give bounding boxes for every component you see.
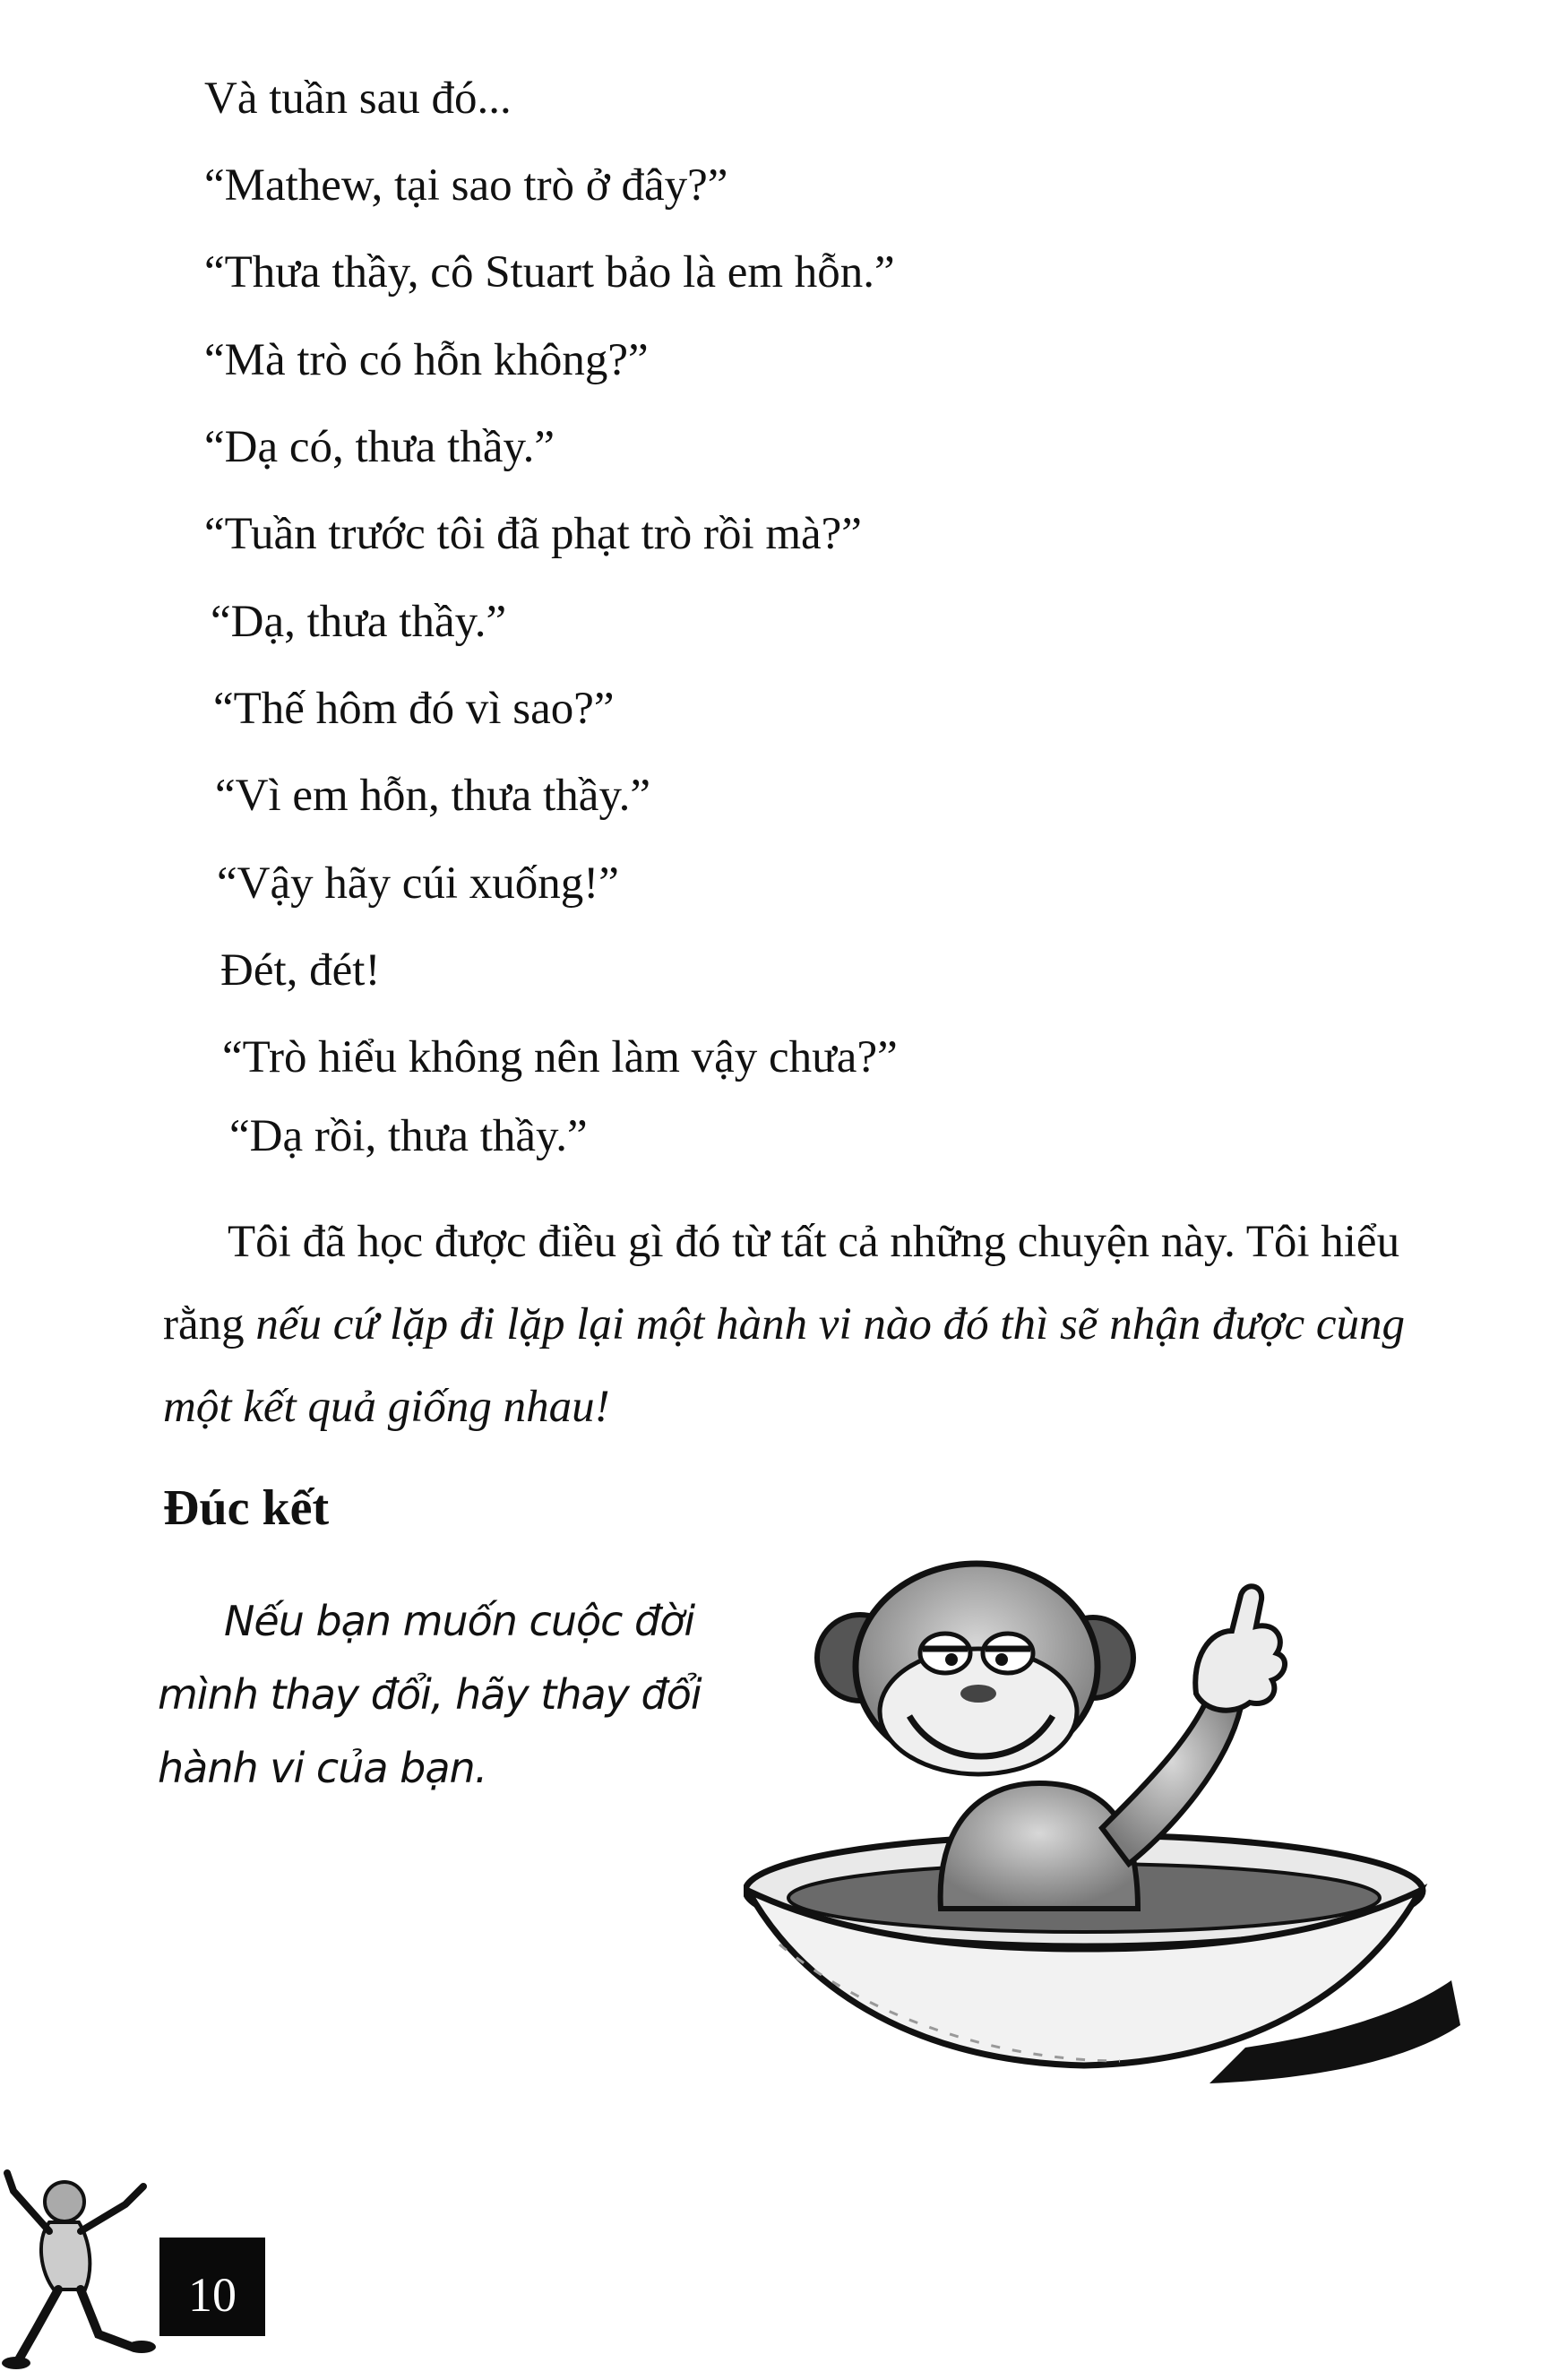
- dialogue-line-6: “Tuần trước tôi đã phạt trò rồi mà?”: [204, 509, 862, 559]
- lesson-text-content: Nếu bạn muốn cuộc đời mình thay đổi, hãy thay đổi hành vi của bạn.: [158, 1597, 702, 1792]
- dialogue-line-3: “Thưa thầy, cô Stuart bảo là em hỗn.”: [204, 247, 895, 298]
- dialogue-line-10: “Vậy hãy cúi xuống!”: [217, 858, 619, 909]
- dialogue-line-4: “Mà trò có hỗn không?”: [204, 335, 649, 385]
- dialogue-line-8: “Thế hôm đó vì sao?”: [213, 684, 615, 734]
- monkey-in-bowl-illustration: [744, 1559, 1478, 2115]
- section-heading: Đúc kết: [163, 1480, 330, 1536]
- dialogue-line-7: “Dạ, thưa thầy.”: [211, 597, 507, 647]
- dialogue-line-2: “Mathew, tại sao trò ở đây?”: [204, 160, 728, 211]
- reflection-lead: Tôi đã học được điều gì đó từ tất cả những chuyện này. Tôi hiểu rằng: [163, 1217, 1400, 1350]
- jumping-kid-illustration: [0, 2155, 157, 2370]
- page-number-badge: [159, 2238, 265, 2336]
- dialogue-line-9: “Vì em hỗn, thưa thầy.”: [215, 771, 651, 821]
- dialogue-line-5: “Dạ có, thưa thầy.”: [204, 422, 555, 472]
- dialogue-line-11: Đét, đét!: [220, 945, 381, 996]
- dialogue-line-1: Và tuần sau đó...: [204, 73, 512, 124]
- dialogue-line-12: “Trò hiểu không nên làm vậy chưa?”: [222, 1032, 898, 1082]
- reflection-emphasis: nếu cứ lặp đi lặp lại một hành vi nào đó thì sẽ nhận được cùng một kết quả giống nhau!: [163, 1299, 1405, 1432]
- dialogue-line-13: “Dạ rồi, thưa thầy.”: [229, 1111, 588, 1161]
- page-number: 10: [188, 2268, 237, 2322]
- reflection-paragraph: [163, 1201, 1480, 1448]
- lesson-text: [158, 1584, 749, 1805]
